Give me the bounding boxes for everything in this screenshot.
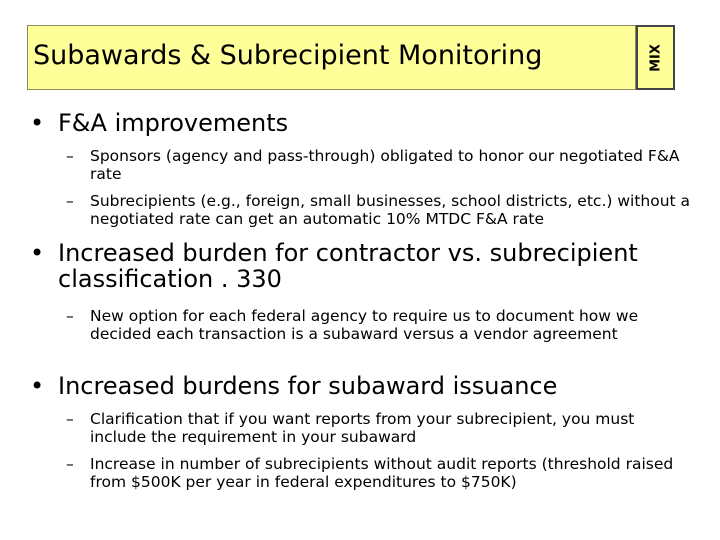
bullet-text: Increased burdens for subaward issuance bbox=[58, 372, 558, 400]
dash-icon: – bbox=[66, 192, 74, 210]
bullet-dot-icon: • bbox=[30, 109, 45, 137]
bullet-text: F&A improvements bbox=[58, 109, 289, 137]
bullet-text: Increased burden for contractor vs. subrecipient classification . 330 bbox=[58, 239, 638, 293]
sub-bullet bbox=[66, 308, 691, 343]
sub-bullet bbox=[66, 411, 691, 446]
dash-icon: – bbox=[66, 147, 74, 165]
sub-bullet-text: Subrecipients (e.g., foreign, small businesses, school districts, etc.) without a negotiated rate can get an automatic 10% MTDC F&A rate bbox=[90, 192, 691, 228]
slide-title: Subawards & Subrecipient Monitoring bbox=[33, 40, 543, 71]
sub-bullet bbox=[66, 148, 691, 183]
sub-bullet-text: New option for each federal agency to require us to document how we decided each transaction is a subaward versus a vendor agreement bbox=[90, 307, 639, 343]
section-tag bbox=[636, 25, 675, 90]
bullet-dot-icon: • bbox=[30, 372, 45, 400]
sub-bullet bbox=[66, 456, 691, 491]
sub-bullet bbox=[66, 193, 691, 228]
bullet-contractor-classification bbox=[30, 240, 700, 292]
title-banner bbox=[27, 25, 636, 90]
dash-icon: – bbox=[66, 455, 74, 473]
dash-icon: – bbox=[66, 410, 74, 428]
section-tag-label: MIX bbox=[648, 43, 663, 72]
sub-bullet-text: Clarification that if you want reports from your subrecipient, you must include the requirement in your subaward bbox=[90, 410, 635, 446]
bullet-dot-icon: • bbox=[30, 239, 45, 267]
bullet-fa-improvements bbox=[30, 110, 690, 136]
dash-icon: – bbox=[66, 307, 74, 325]
sub-bullet-text: Sponsors (agency and pass-through) obligated to honor our negotiated F&A rate bbox=[90, 147, 680, 183]
bullet-subaward-issuance bbox=[30, 373, 690, 399]
sub-bullet-text: Increase in number of subrecipients without audit reports (threshold raised from $500K per year in federal expenditures to $750K) bbox=[90, 455, 674, 491]
